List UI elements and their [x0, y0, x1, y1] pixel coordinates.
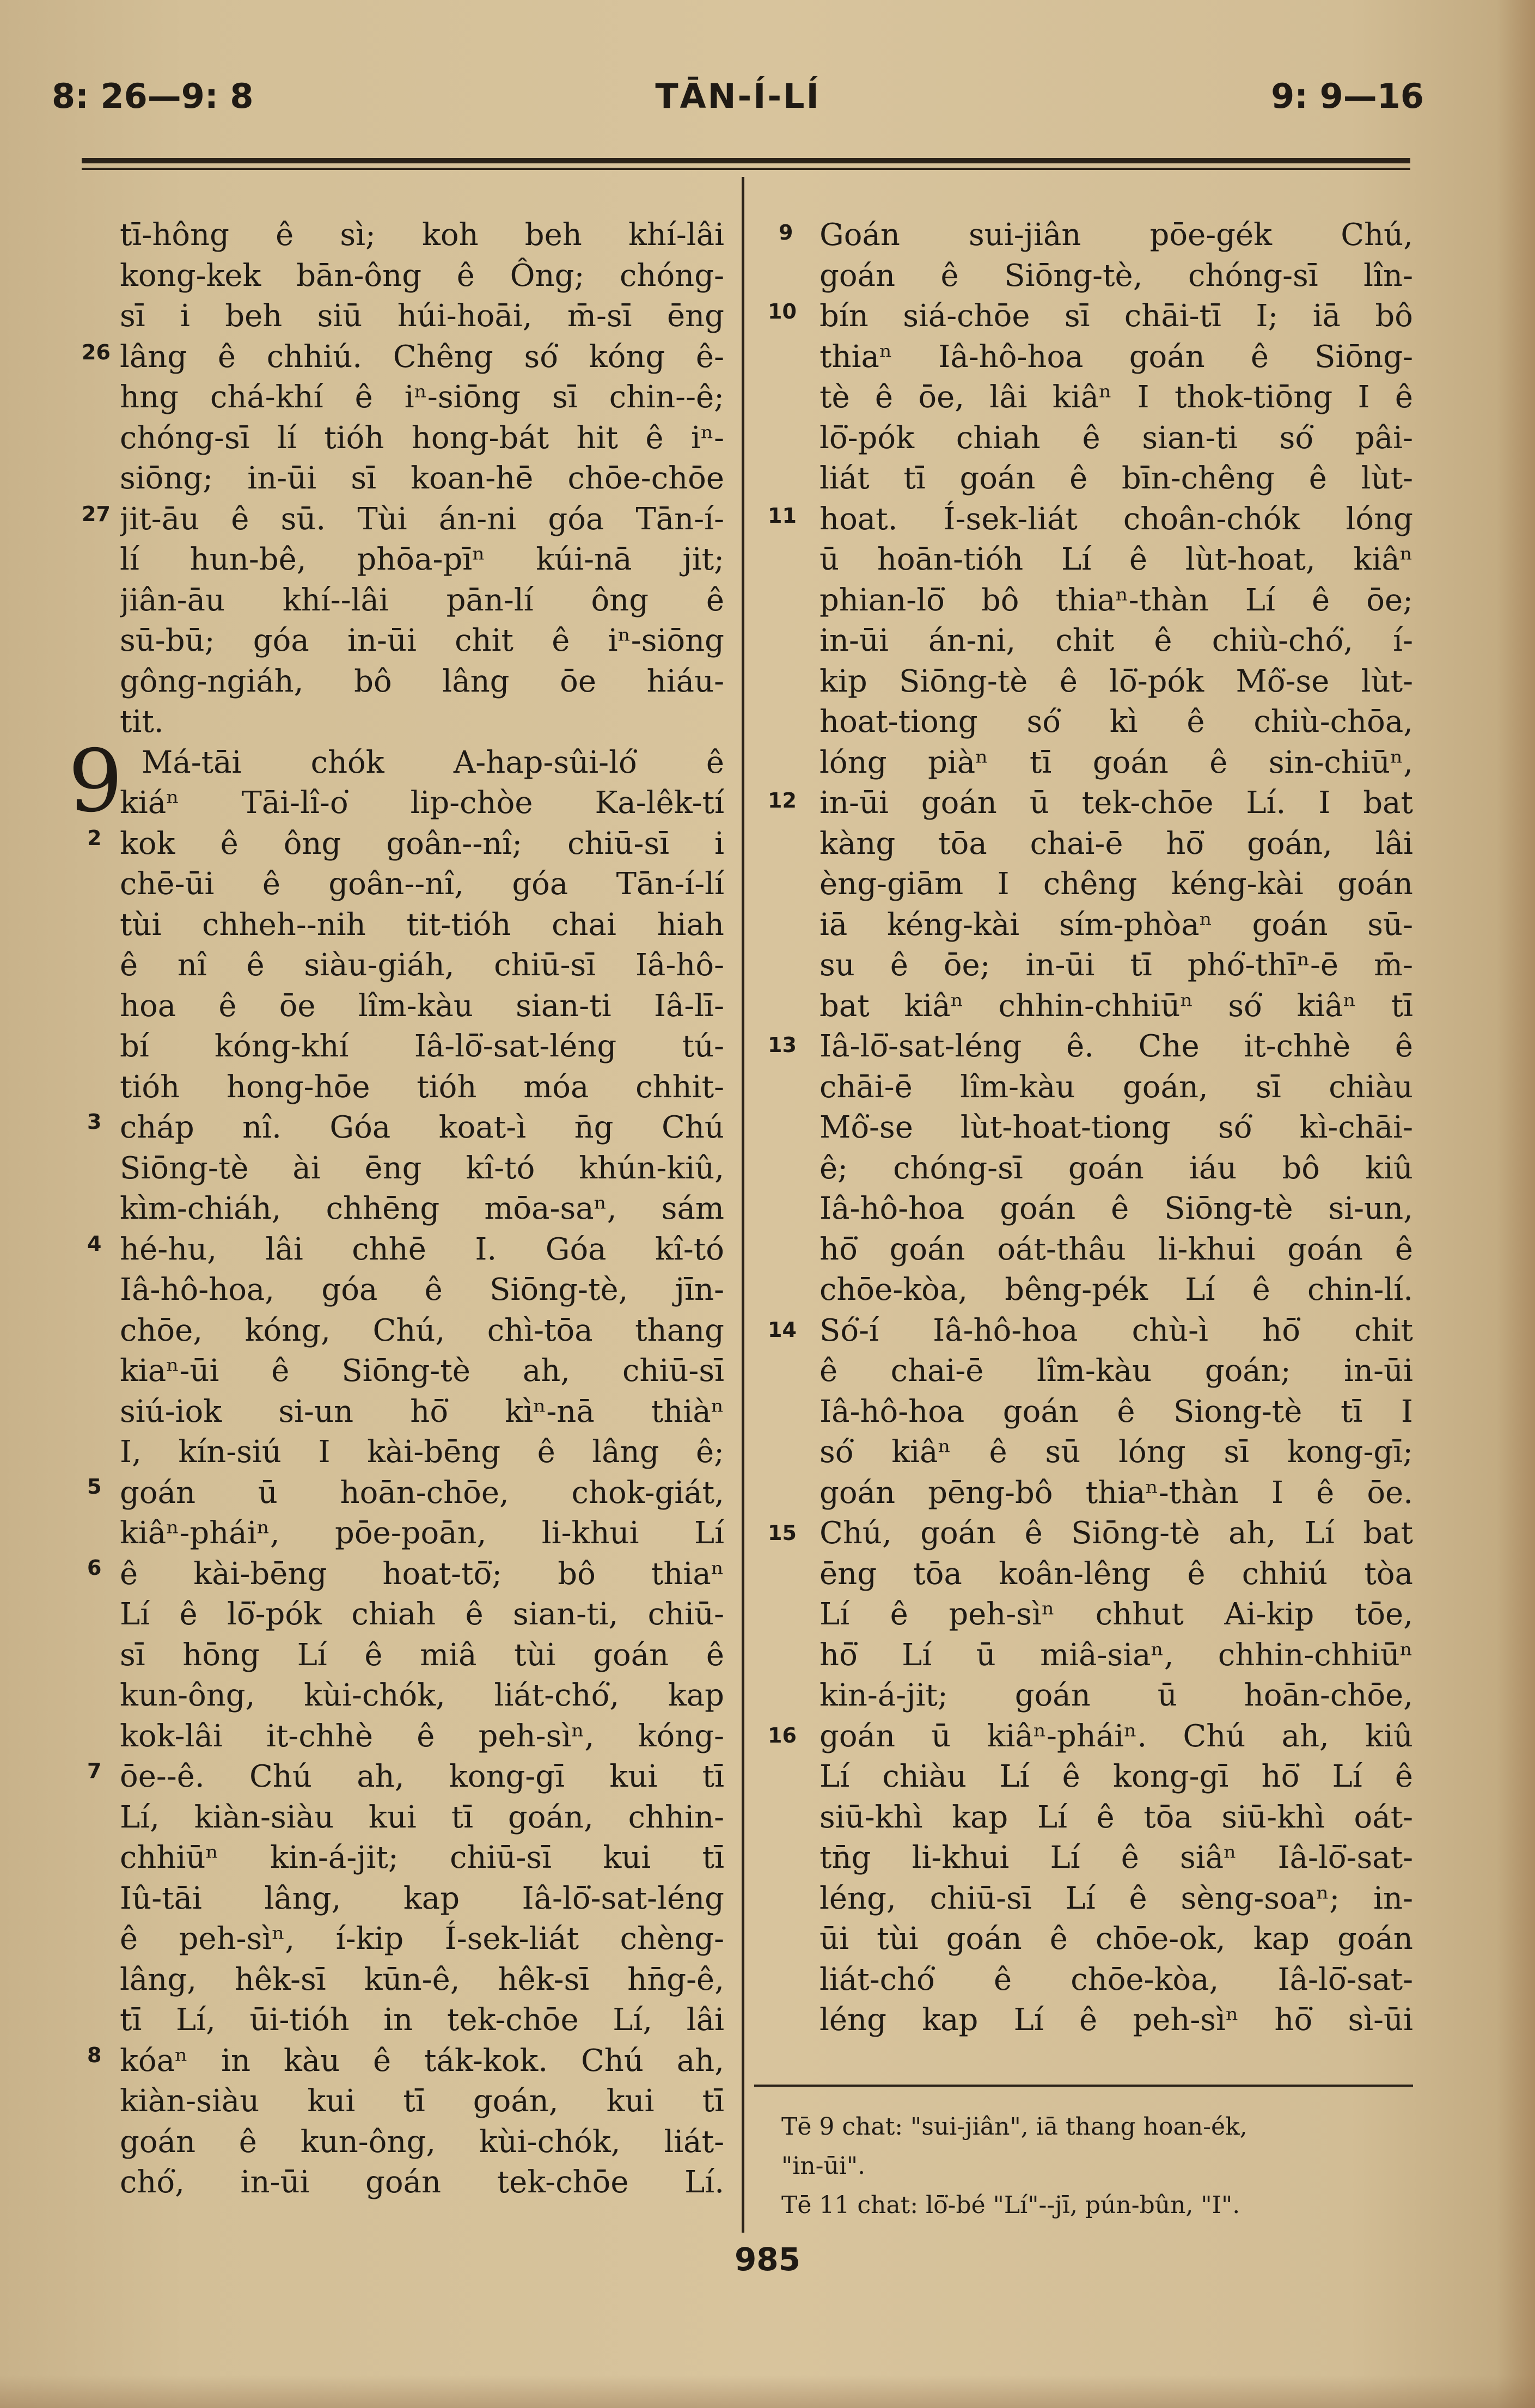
- verse-number: 12: [768, 789, 797, 812]
- page-edge-shading: [1497, 0, 1535, 2408]
- text-line: tī Lí, ūi-tióh in tek-chōe Lí, lâi: [120, 2002, 724, 2038]
- text-line: lâng, hêk-sī kūn-ê, hêk-sī hn̄g-ê,: [120, 1961, 724, 1997]
- text-line: hō͘ goán oát-thâu li-khui goán ê: [820, 1231, 1413, 1267]
- text-line: kiâⁿ-pháiⁿ, pōe-poān, li-khui Lí: [120, 1515, 724, 1551]
- text-line: tióh hong-hōe tióh móa chhit-: [120, 1069, 724, 1105]
- text-line: kok-lâi it-chhè ê peh-sìⁿ, kóng-: [120, 1718, 724, 1754]
- text-line: siōng; in-ūi sī koan-hē chōe-chōe: [120, 461, 724, 496]
- footnote-rule: [754, 2085, 1413, 2087]
- text-line: Siōng-tè ài ēng kî-tó khún-kiû,: [120, 1150, 724, 1186]
- text-line: só͘ kiâⁿ ê sū lóng sī kong-gī;: [820, 1434, 1413, 1470]
- text-line: Lí, kiàn-siàu kui tī goán, chhin-: [120, 1799, 724, 1835]
- verse-number: 14: [768, 1318, 797, 1342]
- page-number: 985: [734, 2241, 801, 2278]
- text-line: Iâ-hô-hoa goán ê Siong-tè tī I: [820, 1394, 1413, 1429]
- text-line: su ê ōe; in-ūi tī phó͘-thīⁿ-ē m̄-: [820, 948, 1413, 983]
- text-line: ê chai-ē lîm-kàu goán; in-ūi: [820, 1353, 1413, 1389]
- verse-number: 13: [768, 1033, 797, 1057]
- text-line: sī i beh siū húi-hoāi, m̄-sī ēng: [120, 298, 724, 334]
- text-line: Iâ-hô-hoa goán ê Siōng-tè si-un,: [820, 1191, 1413, 1226]
- text-line: ūi tùi goán ê chōe-ok, kap goán: [820, 1921, 1413, 1957]
- text-line: chóng-sī lí tióh hong-bát hit ê iⁿ-: [120, 420, 724, 456]
- text-line: liát tī goán ê bīn-chêng ê lùt-: [820, 461, 1413, 496]
- text-line: jiân-āu khí--lâi pān-lí ông ê: [120, 582, 724, 618]
- header-book-title: TĀN-Í-LÍ: [655, 76, 821, 116]
- text-line: Mô͘-se lùt-hoat-tiong só͘ kì-chāi-: [820, 1110, 1413, 1145]
- text-line: liát-chó͘ ê chōe-kòa, Iâ-lō͘-sat-: [820, 1961, 1413, 1997]
- text-line: gông-ngiáh, bô lâng ōe hiáu-: [120, 663, 724, 699]
- text-line: hō͘ Lí ū miâ-siaⁿ, chhin-chhiūⁿ: [820, 1637, 1413, 1673]
- text-line: Iâ-hô-hoa, góa ê Siōng-tè, jīn-: [120, 1272, 724, 1307]
- text-line: lóng piàⁿ tī goán ê sin-chiūⁿ,: [820, 744, 1413, 780]
- header-right-reference: 9: 9—16: [1271, 76, 1424, 116]
- text-line: tùi chheh--nih tit-tióh chai hiah: [120, 907, 724, 943]
- text-line: kong-kek bān-ông ê Ông; chóng-: [120, 258, 724, 294]
- text-line: kóaⁿ in kàu ê ták-kok. Chú ah,: [120, 2043, 724, 2079]
- text-line: ōe--ê. Chú ah, kong-gī kui tī: [120, 1759, 724, 1794]
- verse-number: 27: [82, 502, 111, 526]
- header-left-reference: 8: 26—9: 8: [52, 76, 254, 116]
- text-line: léng kap Lí ê peh-sìⁿ hō͘ sì-ūi: [820, 2002, 1413, 2038]
- verse-number: 6: [87, 1556, 102, 1580]
- text-line: thiaⁿ Iâ-hô-hoa goán ê Siōng-: [820, 339, 1413, 375]
- verse-number: 10: [768, 300, 797, 323]
- text-line: ê nî ê siàu-giáh, chiū-sī Iâ-hô-: [120, 948, 724, 983]
- text-line: kin-á-jit; goán ū hoān-chōe,: [820, 1678, 1413, 1713]
- footnote-line: "in-ūi".: [781, 2152, 866, 2180]
- text-line: chōe, kóng, Chú, chì-tōa thang: [120, 1312, 724, 1348]
- text-line: Iû-tāi lâng, kap Iâ-lō͘-sat-léng: [120, 1880, 724, 1916]
- text-line: kàng tōa chai-ē hō͘ goán, lâi: [820, 826, 1413, 861]
- text-line: lâng ê chhiú. Chêng só͘ kóng ê-: [120, 339, 724, 375]
- verse-number: 2: [87, 826, 102, 850]
- verse-number: 7: [87, 1759, 102, 1783]
- text-line: Lí chiàu Lí ê kong-gī hō͘ Lí ê: [820, 1759, 1413, 1794]
- header-rule-thin: [82, 168, 1410, 170]
- text-line: bí kóng-khí Iâ-lō͘-sat-léng tú-: [120, 1029, 724, 1064]
- text-line: phian-lō͘ bô thiaⁿ-thàn Lí ê ōe;: [820, 582, 1413, 618]
- text-line: ū hoān-tióh Lí ê lùt-hoat, kiâⁿ: [820, 542, 1413, 577]
- text-line: bat kiâⁿ chhin-chhiūⁿ só͘ kiâⁿ tī: [820, 988, 1413, 1024]
- footnote-line: Tē 9 chat: "sui-jiân", iā thang hoan-ék,: [781, 2113, 1247, 2141]
- text-line: hng chá-khí ê iⁿ-siōng sī chin--ê;: [120, 380, 724, 415]
- text-line: Má-tāi chók A-hap-sûi-ló͘ ê: [142, 744, 724, 780]
- text-line: kìm-chiáh, chhēng mōa-saⁿ, sám: [120, 1191, 724, 1226]
- verse-number: 5: [87, 1475, 102, 1499]
- text-line: Chú, goán ê Siōng-tè ah, Lí bat: [820, 1515, 1413, 1551]
- footnote-line: Tē 11 chat: lō͘-bé "Lí"--jī, pún-bûn, "I".: [781, 2191, 1240, 2219]
- text-line: tn̄g li-khui Lí ê siâⁿ Iâ-lō͘-sat-: [820, 1840, 1413, 1875]
- text-line: ê peh-sìⁿ, í-kip Í-sek-liát chèng-: [120, 1921, 724, 1957]
- text-line: chó͘, in-ūi goán tek-chōe Lí.: [120, 2165, 724, 2200]
- text-line: Só͘-í Iâ-hô-hoa chù-ì hō͘ chit: [820, 1312, 1413, 1348]
- text-line: bín siá-chōe sī chāi-tī I; iā bô: [820, 298, 1413, 334]
- text-line: hoa ê ōe lîm-kàu sian-ti Iâ-lī-: [120, 988, 724, 1024]
- right-text-column: [820, 215, 1413, 2041]
- text-line: Lí ê peh-sìⁿ chhut Ai-kip tōe,: [820, 1597, 1413, 1632]
- text-line: in-ūi án-ni, chit ê chiù-chó͘, í-: [820, 623, 1413, 658]
- text-line: tè ê ōe, lâi kiâⁿ I thok-tiōng I ê: [820, 380, 1413, 415]
- text-line: hé-hu, lâi chhē I. Góa kî-tó: [120, 1231, 724, 1267]
- text-line: I, kín-siú I kài-bēng ê lâng ê;: [120, 1434, 724, 1470]
- text-line: èng-giām I chêng kéng-kài goán: [820, 866, 1413, 902]
- chapter-number: 9: [68, 731, 123, 832]
- text-line: Goán sui-jiân pōe-gék Chú,: [820, 217, 1413, 253]
- text-line: Lí ê lō͘-pók chiah ê sian-ti, chiū-: [120, 1597, 724, 1632]
- text-line: tit.: [120, 704, 164, 739]
- text-line: cháp nî. Góa koat-ì n̄g Chú: [120, 1110, 724, 1145]
- text-line: hoat-tiong só͘ kì ê chiù-chōa,: [820, 704, 1413, 739]
- text-line: siú-iok si-un hō͘ kìⁿ-nā thiàⁿ: [120, 1394, 724, 1429]
- verse-number: 4: [87, 1232, 102, 1256]
- text-line: kiaⁿ-ūi ê Siōng-tè ah, chiū-sī: [120, 1353, 724, 1389]
- text-line: ê; chóng-sī goán iáu bô kiû: [820, 1150, 1413, 1186]
- text-line: goán pēng-bô thiaⁿ-thàn I ê ōe.: [820, 1475, 1413, 1511]
- text-line: goán ê Siōng-tè, chóng-sī lîn-: [820, 258, 1413, 294]
- page-bottom-shading: [0, 2375, 1535, 2408]
- text-line: lō͘-pók chiah ê sian-ti só͘ pâi-: [820, 420, 1413, 456]
- text-line: iā kéng-kài sím-phòaⁿ goán sū-: [820, 907, 1413, 943]
- text-line: ê kài-bēng hoat-tō͘; bô thiaⁿ: [120, 1556, 724, 1592]
- text-line: goán ê kun-ông, kùi-chók, liát-: [120, 2124, 724, 2160]
- text-line: kun-ông, kùi-chók, liát-chó͘, kap: [120, 1678, 724, 1713]
- running-header: [52, 76, 1424, 125]
- header-rule-thick: [82, 158, 1410, 163]
- text-line: kip Siōng-tè ê lō͘-pók Mô͘-se lùt-: [820, 663, 1413, 699]
- verse-number: 26: [82, 340, 111, 364]
- text-line: kiàn-siàu kui tī goán, kui tī: [120, 2083, 724, 2119]
- footnotes: [781, 2107, 1416, 2225]
- verse-number: 15: [768, 1521, 797, 1545]
- verse-number: 16: [768, 1724, 797, 1747]
- text-line: Iâ-lō͘-sat-léng ê. Che it-chhè ê: [820, 1029, 1413, 1064]
- text-line: sī hōng Lí ê miâ tùi goán ê: [120, 1637, 724, 1673]
- text-line: chōe-kòa, bêng-pék Lí ê chin-lí.: [820, 1272, 1413, 1307]
- text-line: goán ū hoān-chōe, chok-giát,: [120, 1475, 724, 1511]
- verse-number: 3: [87, 1110, 102, 1134]
- text-line: kiáⁿ Tāi-lî-o͘ lip-chòe Ka-lêk-tí: [120, 785, 724, 821]
- text-line: ēng tōa koân-lêng ê chhiú tòa: [820, 1556, 1413, 1592]
- text-line: kok ê ông goân--nî; chiū-sī i: [120, 826, 724, 861]
- verse-number: 8: [87, 2043, 102, 2067]
- verse-number: 9: [779, 221, 793, 245]
- text-line: chē-ūi ê goân--nî, góa Tān-í-lí: [120, 866, 724, 902]
- text-line: in-ūi goán ū tek-chōe Lí. I bat: [820, 785, 1413, 821]
- text-line: siū-khì kap Lí ê tōa siū-khì oát-: [820, 1799, 1413, 1835]
- text-line: jit-āu ê sū. Tùi án-ni góa Tān-í-: [120, 501, 724, 537]
- verse-number: 11: [768, 504, 797, 528]
- text-line: chhiūⁿ kin-á-jit; chiū-sī kui tī: [120, 1840, 724, 1875]
- text-line: hoat. Í-sek-liát choân-chók lóng: [820, 501, 1413, 537]
- column-divider: [742, 177, 744, 2233]
- left-text-column: [120, 215, 724, 2203]
- text-line: lí hun-bê, phōa-pīⁿ kúi-nā jit;: [120, 542, 724, 577]
- text-line: chāi-ē lîm-kàu goán, sī chiàu: [820, 1069, 1413, 1105]
- text-line: tī-hông ê sì; koh beh khí-lâi: [120, 217, 724, 253]
- text-line: léng, chiū-sī Lí ê sèng-soaⁿ; in-: [820, 1880, 1413, 1916]
- text-line: goán ū kiâⁿ-pháiⁿ. Chú ah, kiû: [820, 1718, 1413, 1754]
- text-line: sū-bū; góa in-ūi chit ê iⁿ-siōng: [120, 623, 724, 658]
